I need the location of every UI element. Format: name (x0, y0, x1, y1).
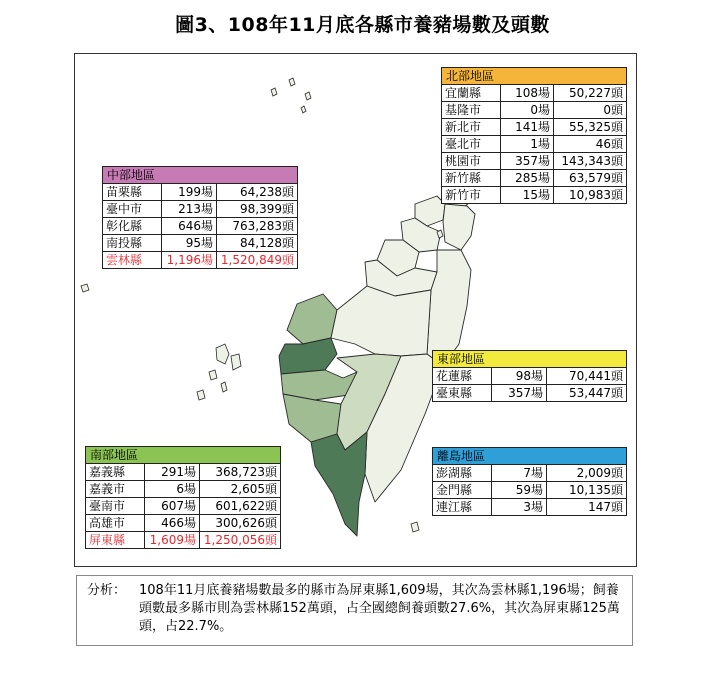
farm-count: 1,196場 (162, 252, 217, 269)
map-county-yunlin (279, 338, 337, 374)
county-name: 桃園市 (442, 153, 501, 170)
north-region-table (441, 67, 627, 204)
figure-title: 圖3、108年11月底各縣市養豬場數及頭數 (175, 14, 550, 36)
head-count: 0頭 (554, 102, 627, 119)
farm-count: 285場 (501, 170, 554, 187)
table-row (442, 136, 627, 153)
map-frame (74, 53, 637, 567)
county-name: 澎湖縣 (433, 465, 492, 482)
south-region-header: 南部地區 (86, 447, 281, 464)
head-count: 10,135頭 (547, 482, 627, 499)
map-county-yilan (443, 204, 475, 250)
head-count: 763,283頭 (217, 218, 298, 235)
table-row (433, 465, 627, 482)
county-name: 南投縣 (103, 235, 162, 252)
table-row (86, 464, 281, 481)
table-row (442, 170, 627, 187)
head-count: 84,128頭 (217, 235, 298, 252)
county-name: 苗栗縣 (103, 184, 162, 201)
county-name: 雲林縣 (103, 252, 162, 269)
head-count: 1,250,056頭 (200, 532, 281, 549)
south-region-table (85, 446, 281, 549)
head-count: 46頭 (554, 136, 627, 153)
county-name: 新北市 (442, 119, 501, 136)
north-region-header: 北部地區 (442, 68, 627, 85)
county-name: 臺中市 (103, 201, 162, 218)
farm-count: 7場 (492, 465, 547, 482)
table-row (433, 482, 627, 499)
islands-region-table (432, 447, 627, 516)
farm-count: 646場 (162, 218, 217, 235)
farm-count: 98場 (492, 368, 547, 385)
farm-count: 466場 (145, 515, 200, 532)
farm-count: 6場 (145, 481, 200, 498)
central-region-header: 中部地區 (103, 167, 298, 184)
farm-count: 291場 (145, 464, 200, 481)
table-row (442, 85, 627, 102)
head-count: 2,009頭 (547, 465, 627, 482)
county-name: 彰化縣 (103, 218, 162, 235)
table-row (433, 368, 627, 385)
head-count: 2,605頭 (200, 481, 281, 498)
head-count: 147頭 (547, 499, 627, 516)
table-row (442, 153, 627, 170)
county-name: 臺南市 (86, 498, 145, 515)
county-name: 嘉義縣 (86, 464, 145, 481)
head-count: 300,626頭 (200, 515, 281, 532)
farm-count: 59場 (492, 482, 547, 499)
county-name: 臺東縣 (433, 385, 492, 402)
farm-count: 357場 (501, 153, 554, 170)
farm-count: 199場 (162, 184, 217, 201)
county-name: 金門縣 (433, 482, 492, 499)
county-name: 臺北市 (442, 136, 501, 153)
farm-count: 213場 (162, 201, 217, 218)
farm-count: 3場 (492, 499, 547, 516)
farm-count: 0場 (501, 102, 554, 119)
county-name: 連江縣 (433, 499, 492, 516)
county-name: 高雄市 (86, 515, 145, 532)
east-region-header: 東部地區 (433, 351, 627, 368)
head-count: 55,325頭 (554, 119, 627, 136)
map-county-hualien (427, 250, 471, 366)
head-count: 368,723頭 (200, 464, 281, 481)
head-count: 98,399頭 (217, 201, 298, 218)
head-count: 70,441頭 (547, 368, 627, 385)
table-row (442, 102, 627, 119)
county-name: 新竹市 (442, 187, 501, 204)
map-county-pingtung (311, 432, 367, 536)
table-row (86, 481, 281, 498)
table-row (103, 201, 298, 218)
farm-count: 15場 (501, 187, 554, 204)
table-row (103, 218, 298, 235)
head-count: 53,447頭 (547, 385, 627, 402)
county-name: 花蓮縣 (433, 368, 492, 385)
farm-count: 108場 (501, 85, 554, 102)
table-row (103, 252, 298, 269)
county-name: 新竹縣 (442, 170, 501, 187)
analysis-box (76, 575, 633, 646)
table-row (103, 184, 298, 201)
map-penghu (197, 344, 241, 400)
county-name: 宜蘭縣 (442, 85, 501, 102)
table-row (433, 499, 627, 516)
table-row (103, 235, 298, 252)
head-count: 143,343頭 (554, 153, 627, 170)
farm-count: 141場 (501, 119, 554, 136)
county-name: 基隆市 (442, 102, 501, 119)
head-count: 50,227頭 (554, 85, 627, 102)
head-count: 10,983頭 (554, 187, 627, 204)
county-name: 屏東縣 (86, 532, 145, 549)
islands-region-header: 離島地區 (433, 448, 627, 465)
analysis-text: 108年11月底養豬場數最多的縣市為屏東縣1,609場，其次為雲林縣1,196場；飼養頭數最多縣市則為雲林縣152萬頭，占全國總飼養頭數27.6%，其次為屏東縣125萬頭，占22.7%。 (139, 583, 620, 634)
head-count: 63,579頭 (554, 170, 627, 187)
farm-count: 1場 (501, 136, 554, 153)
table-row (433, 385, 627, 402)
farm-count: 357場 (492, 385, 547, 402)
table-row (442, 187, 627, 204)
head-count: 64,238頭 (217, 184, 298, 201)
map-county-tainan (283, 394, 341, 442)
farm-count: 1,609場 (145, 532, 200, 549)
head-count: 601,622頭 (200, 498, 281, 515)
county-name: 嘉義市 (86, 481, 145, 498)
table-row (442, 119, 627, 136)
map-county-changhua (287, 294, 337, 344)
table-row (86, 515, 281, 532)
map-county-nantou (331, 286, 431, 356)
head-count: 1,520,849頭 (217, 252, 298, 269)
table-row (86, 532, 281, 549)
farm-count: 95場 (162, 235, 217, 252)
analysis-label: 分析： (87, 583, 127, 598)
table-row (86, 498, 281, 515)
farm-count: 607場 (145, 498, 200, 515)
east-region-table (432, 350, 627, 402)
central-region-table (102, 166, 298, 269)
